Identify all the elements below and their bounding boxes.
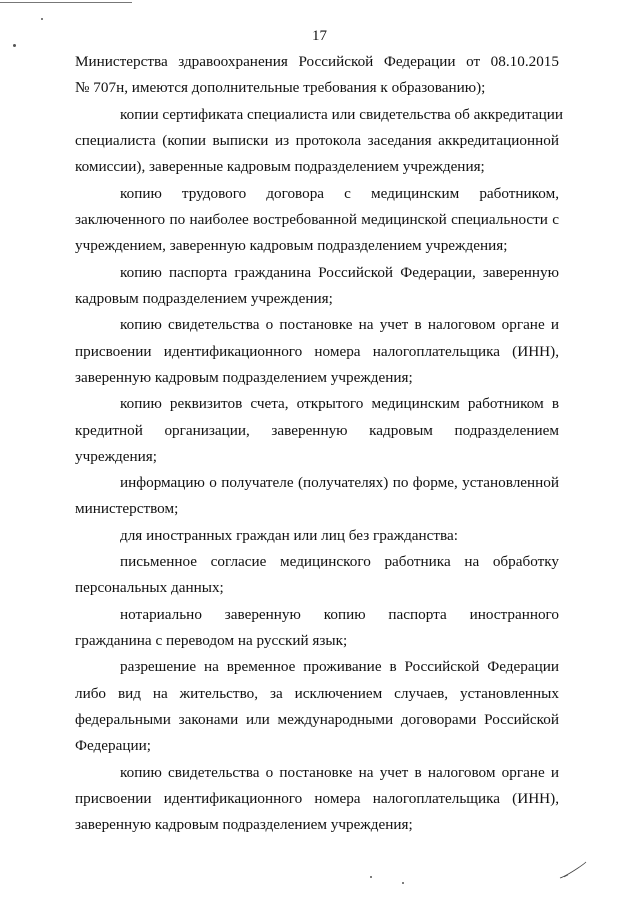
text-line: специалиста (копии выписки из протокола заседания аккредитационной (75, 132, 559, 149)
pen-mark-icon (558, 860, 588, 882)
text-line: информацию о получателе (получателях) по форме, установленной (120, 474, 559, 491)
text-line: заверенную кадровым подразделением учреждения; (75, 816, 413, 833)
text-line: присвоении идентификационного номера налогоплательщика (ИНН), (75, 790, 559, 807)
text-line: учреждением, заверенную кадровым подразделением учреждения; (75, 237, 508, 254)
text-line: присвоении идентификационного номера налогоплательщика (ИНН), (75, 343, 559, 360)
text-line: копию паспорта гражданина Российской Федерации, заверенную (120, 264, 559, 281)
text-line: комиссии), заверенные кадровым подразделением учреждения; (75, 158, 485, 175)
text-line: кредитной организации, заверенную кадровым подразделением (75, 422, 559, 439)
text-line: копию свидетельства о постановке на учет в налоговом органе и (120, 764, 559, 781)
page-number: 17 (312, 28, 327, 44)
text-line: нотариально заверенную копию паспорта иностранного (120, 606, 559, 623)
top-edge-rule (0, 2, 132, 3)
text-line: гражданина с переводом на русский язык; (75, 632, 348, 649)
text-line: заверенную кадровым подразделением учреждения; (75, 369, 413, 386)
text-line: копию трудового договора с медицинским работником, (120, 185, 559, 202)
text-line: Федерации; (75, 737, 151, 754)
text-line: персональных данных; (75, 579, 224, 596)
text-line: № 707н, имеются дополнительные требования к образованию); (75, 79, 486, 96)
text-line: либо вид на жительство, за исключением случаев, установленных (75, 685, 559, 702)
text-line: разрешение на временное проживание в Российской Федерации (120, 658, 559, 675)
text-line: министерством; (75, 500, 179, 517)
text-line: письменное согласие медицинского работника на обработку (120, 553, 559, 570)
text-line: для иностранных граждан или лиц без гражданства: (120, 527, 458, 544)
text-line: заключенного по наиболее востребованной медицинской специальности с (75, 211, 559, 228)
text-line: копии сертификата специалиста или свидетельства об аккредитации (120, 106, 564, 123)
text-line: кадровым подразделением учреждения; (75, 290, 333, 307)
scan-speck (402, 882, 404, 884)
text-line: Министерства здравоохранения Российской Федерации от 08.10.2015 (75, 53, 559, 70)
text-line: учреждения; (75, 448, 157, 465)
text-line: федеральными законами или международными договорами Российской (75, 711, 559, 728)
text-line: копию реквизитов счета, открытого медицинским работником в (120, 395, 559, 412)
text-line: копию свидетельства о постановке на учет в налоговом органе и (120, 316, 559, 333)
scan-speck (370, 876, 372, 878)
scan-speck (41, 18, 43, 20)
